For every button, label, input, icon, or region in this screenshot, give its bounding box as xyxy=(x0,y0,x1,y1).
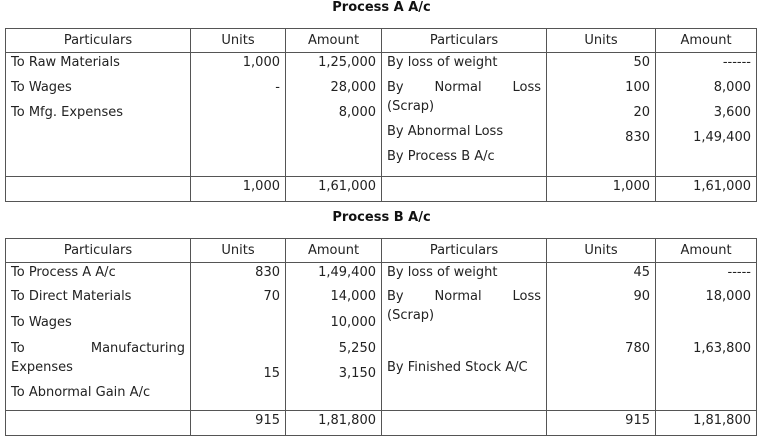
debit-units xyxy=(191,263,286,411)
units-value: 50 xyxy=(633,55,650,70)
word: By xyxy=(387,80,404,95)
word: Loss xyxy=(512,80,541,95)
units-value: 90 xyxy=(633,289,650,304)
table-header-row xyxy=(6,239,757,263)
total-units: 1,000 xyxy=(191,177,286,202)
amount-value: 1,25,000 xyxy=(318,55,376,70)
entry-label: To Process A A/c xyxy=(11,265,116,280)
column-header: Particulars xyxy=(6,29,191,53)
total-cell xyxy=(382,411,547,436)
amount-value: 1,49,400 xyxy=(318,265,376,280)
entry-label: To Raw Materials xyxy=(11,55,120,70)
total-amount: 1,61,000 xyxy=(656,177,757,202)
debit-amount xyxy=(286,263,382,411)
credit-amount xyxy=(656,263,757,411)
entry-label-justified xyxy=(387,287,541,306)
units-value: 1,000 xyxy=(242,55,280,70)
amount-value: 1,49,400 xyxy=(693,130,751,145)
units-value: 830 xyxy=(255,265,280,280)
table-row xyxy=(6,263,757,411)
column-header: Amount xyxy=(656,239,757,263)
entry-label: To Direct Materials xyxy=(11,289,132,304)
amount-value: ------ xyxy=(722,55,751,70)
units-value: - xyxy=(275,80,280,95)
debit-units xyxy=(191,53,286,177)
debit-particulars xyxy=(6,53,191,177)
amount-value: 18,000 xyxy=(705,289,751,304)
credit-units xyxy=(547,263,656,411)
amount-value: 8,000 xyxy=(713,80,751,95)
total-amount: 1,81,800 xyxy=(286,411,382,436)
word: Normal xyxy=(434,289,482,304)
entry-label: (Scrap) xyxy=(387,99,435,114)
total-units: 915 xyxy=(191,411,286,436)
total-cell xyxy=(6,411,191,436)
units-value: 780 xyxy=(625,341,650,356)
entry-label-justified xyxy=(11,339,185,358)
units-value: 20 xyxy=(633,105,650,120)
column-header: Units xyxy=(191,239,286,263)
table-header-row xyxy=(6,29,757,53)
column-header: Amount xyxy=(656,29,757,53)
column-header: Units xyxy=(547,239,656,263)
entry-label: By Finished Stock A/C xyxy=(387,360,528,375)
word: To xyxy=(11,341,25,356)
total-amount: 1,81,800 xyxy=(656,411,757,436)
column-header: Particulars xyxy=(382,239,547,263)
units-value: 830 xyxy=(625,130,650,145)
column-header: Amount xyxy=(286,29,382,53)
amount-value: 10,000 xyxy=(330,315,376,330)
word: Manufacturing xyxy=(90,341,185,356)
total-cell xyxy=(382,177,547,202)
amount-value: 8,000 xyxy=(338,105,376,120)
amount-value: 5,250 xyxy=(338,341,376,356)
entry-label: To Wages xyxy=(11,315,72,330)
amount-value: 1,63,800 xyxy=(693,341,751,356)
units-value: 15 xyxy=(263,366,280,381)
debit-particulars xyxy=(6,263,191,411)
entry-label: To Wages xyxy=(11,80,72,95)
process-a-table xyxy=(5,28,757,202)
amount-value: 3,150 xyxy=(338,366,376,381)
total-cell xyxy=(6,177,191,202)
table-row xyxy=(6,53,757,177)
total-amount: 1,61,000 xyxy=(286,177,382,202)
units-value: 100 xyxy=(625,80,650,95)
word: Normal xyxy=(434,80,482,95)
word: By xyxy=(387,289,404,304)
amount-value: 14,000 xyxy=(330,289,376,304)
amount-value: 28,000 xyxy=(330,80,376,95)
process-b-title: Process B A/c xyxy=(332,210,431,225)
column-header: Particulars xyxy=(6,239,191,263)
credit-amount xyxy=(656,53,757,177)
debit-amount xyxy=(286,53,382,177)
column-header: Units xyxy=(547,29,656,53)
credit-particulars xyxy=(382,263,547,411)
process-a-title: Process A A/c xyxy=(332,0,431,15)
entry-label: By Process B A/c xyxy=(387,149,495,164)
total-units: 1,000 xyxy=(547,177,656,202)
entry-label: (Scrap) xyxy=(387,308,435,323)
entry-label-justified xyxy=(387,78,541,97)
entry-label: Expenses xyxy=(11,360,73,375)
entry-label: By loss of weight xyxy=(387,55,498,70)
column-header: Particulars xyxy=(382,29,547,53)
process-b-table xyxy=(5,238,757,436)
total-units: 915 xyxy=(547,411,656,436)
credit-units xyxy=(547,53,656,177)
entry-label: By loss of weight xyxy=(387,265,498,280)
amount-value: ----- xyxy=(727,265,751,280)
entry-label: To Abnormal Gain A/c xyxy=(11,385,151,400)
totals-row xyxy=(6,177,757,202)
totals-row xyxy=(6,411,757,436)
entry-label: To Mfg. Expenses xyxy=(11,105,124,120)
units-value: 70 xyxy=(263,289,280,304)
column-header: Units xyxy=(191,29,286,53)
units-value: 45 xyxy=(633,265,650,280)
word: Loss xyxy=(512,289,541,304)
credit-particulars xyxy=(382,53,547,177)
entry-label: By Abnormal Loss xyxy=(387,124,504,139)
column-header: Amount xyxy=(286,239,382,263)
amount-value: 3,600 xyxy=(713,105,751,120)
